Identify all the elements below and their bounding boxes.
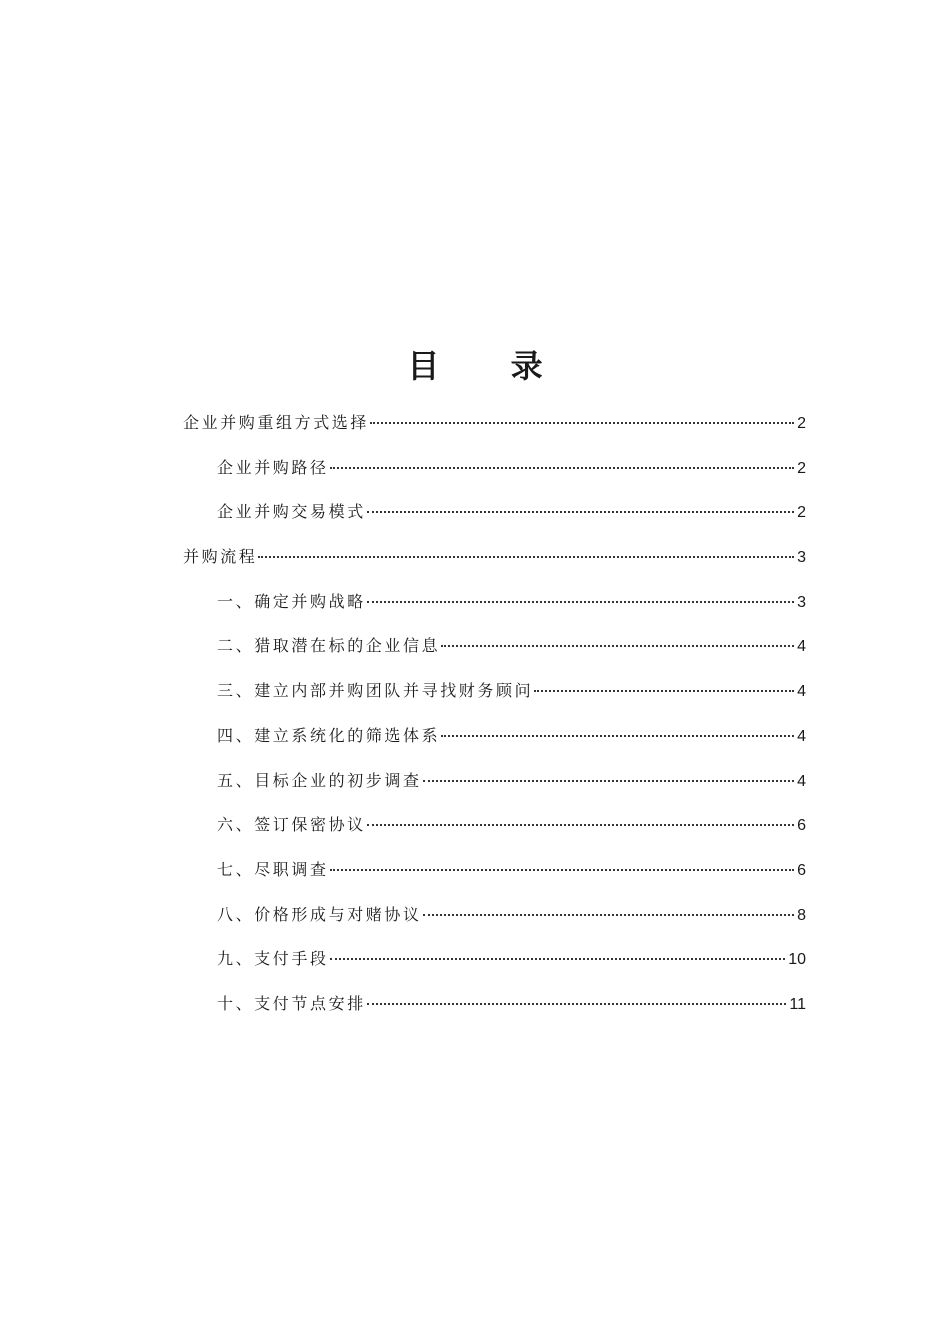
toc-dot-leader [441,645,794,647]
toc-entry-page: 3 [797,593,806,611]
toc-entry-page: 6 [797,817,806,835]
toc-entry[interactable] [183,853,806,898]
toc-entry-label: 企业并购交易模式 [217,502,366,522]
toc-entry-label: 三、建立内部并购团队并寻找财务顾问 [217,681,534,701]
toc-dot-leader [330,869,794,871]
toc-entry-page: 4 [797,772,806,790]
toc-entry[interactable] [183,987,806,1032]
toc-entry[interactable] [183,674,806,719]
toc-entry-label: 十、支付节点安排 [217,993,366,1013]
toc-dot-leader [330,958,786,960]
toc-entry-page: 2 [797,504,806,522]
toc-entry-label: 九、支付手段 [217,949,329,969]
toc-entry-page: 8 [797,906,806,924]
toc-dot-leader [534,690,794,692]
toc-dot-leader [330,467,794,469]
toc-entry[interactable] [183,495,806,540]
toc-entry[interactable] [183,764,806,809]
toc-entry[interactable] [183,585,806,630]
toc-entry-page: 2 [797,459,806,477]
toc-entry-label: 六、签订保密协议 [217,815,366,835]
toc-entry-label: 二、猎取潜在标的企业信息 [217,636,441,656]
toc-entry-label: 八、价格形成与对赌协议 [217,904,422,924]
toc-entry-label: 四、建立系统化的筛选体系 [217,725,441,745]
toc-list [183,406,806,1032]
toc-entry-page: 2 [797,415,806,432]
toc-entry-page: 3 [797,549,806,567]
toc-entry[interactable] [183,719,806,764]
toc-dot-leader [441,735,794,737]
toc-dot-leader [423,780,794,782]
toc-entry-page: 6 [797,861,806,879]
toc-dot-leader [258,556,794,558]
toc-dot-leader [370,422,794,424]
toc-entry-page: 4 [797,638,806,656]
toc-entry-label: 企业并购路径 [217,457,329,477]
toc-entry-label: 七、尽职调查 [217,859,329,879]
toc-entry[interactable] [183,898,806,943]
toc-entry-page: 10 [788,951,806,969]
toc-dot-leader [367,824,794,826]
toc-entry-page: 4 [797,683,806,701]
toc-entry-label: 五、目标企业的初步调查 [217,770,422,790]
toc-entry-page: 4 [797,727,806,745]
toc-dot-leader [367,601,794,603]
toc-entry[interactable] [183,942,806,987]
toc-entry[interactable] [183,451,806,496]
toc-entry[interactable] [183,629,806,674]
toc-dot-leader [423,914,794,916]
toc-entry[interactable] [183,808,806,853]
toc-entry[interactable] [183,406,806,451]
toc-dot-leader [367,511,794,513]
toc-dot-leader [367,1003,787,1005]
toc-entry-label: 企业并购重组方式选择 [183,413,370,432]
toc-entry-label: 一、确定并购战略 [217,591,366,611]
toc-entry-label: 并购流程 [183,547,258,567]
toc-title: 目 录 [407,347,573,385]
toc-entry-page: 11 [789,995,806,1013]
toc-entry[interactable] [183,540,806,585]
